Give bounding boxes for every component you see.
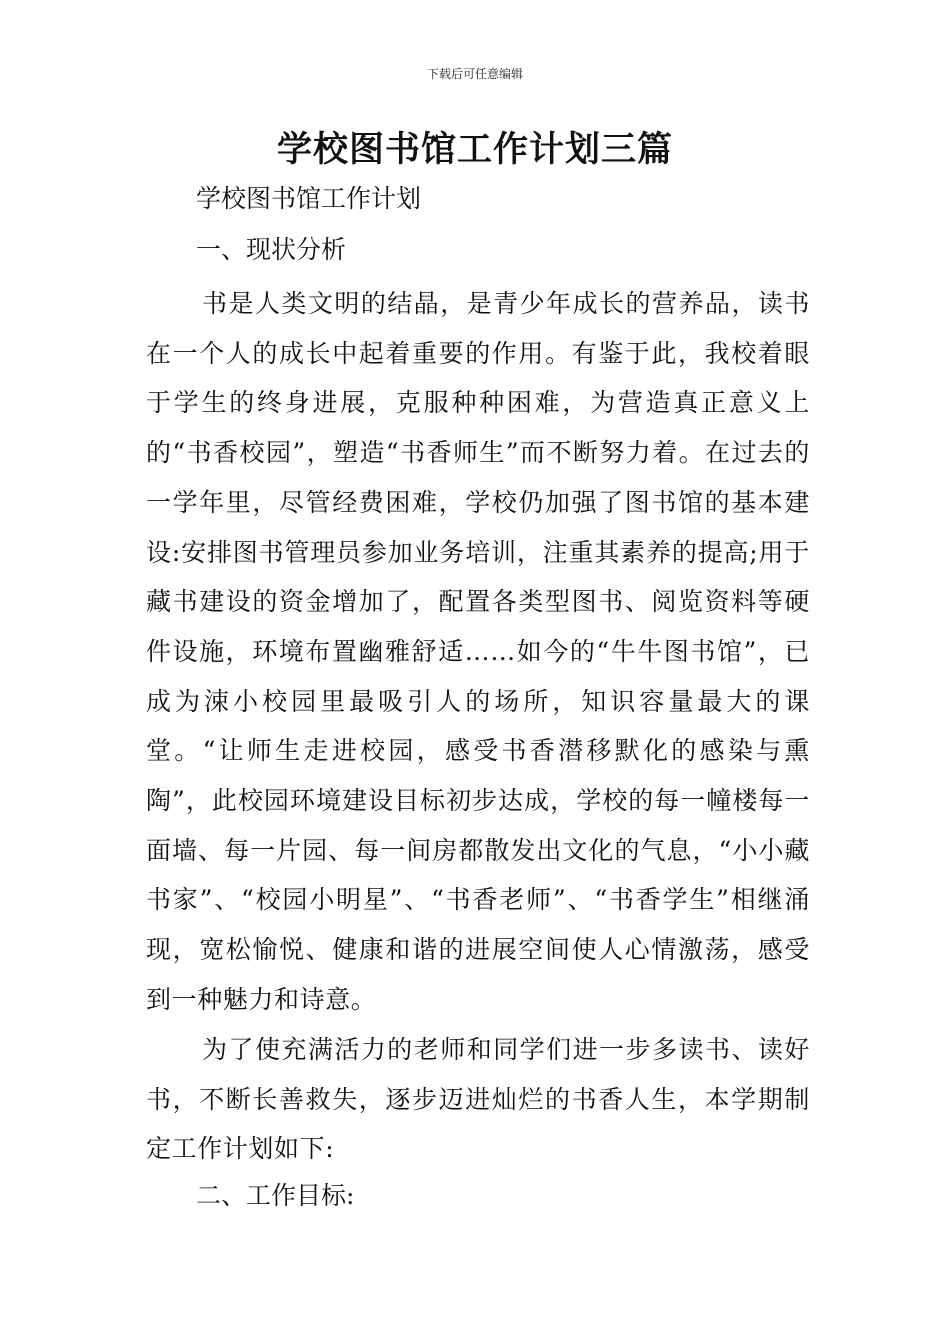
section-heading-work-goals: 二、工作目标: [196,1181,355,1210]
paragraph-status-analysis: 书是人类文明的结晶，是青少年成长的营养品，读书在一个人的成长中起着重要的作用。有鉴于此，我校着眼于学生的终身进展，克服种种困难，为营造真正意义上的“书香校园”，塑造“书香师生”而不断努力着。在过去的一学年里，尽管经费困难，学校仍加强了图书馆的基本建设:安排图书管理员参加业务培训，注重其素养的提高;用于藏书建设的资金增加了，配置各类型图书、阅览资料等硬件设施，环境布置幽雅舒适……如今的“牛牛图书馆”，已成为涑小校园里最吸引人的场所，知识容量最大的课堂。“让师生走进校园，感受书香潜移默化的感染与熏陶”，此校园环境建设目标初步达成，学校的每一幢楼每一面墙、每一片园、每一间房都散发出文化的气息，“小小藏书家”、“校园小明星”、“书香老师”、“书香学生”相继涌现，宽松愉悦、健康和谐的进展空间使人心情激荡，感受到一种魅力和诗意。 [146,289,810,1014]
paragraph-plan-intro: 为了使充满活力的老师和同学们进一步多读书、读好书，不断长善救失，逐步迈进灿烂的书香人生，本学期制定工作计划如下: [146,1035,810,1164]
section-heading-status-analysis: 一、现状分析 [196,235,347,264]
document-title: 学校图书馆工作计划三篇 [276,130,673,170]
header-note: 下载后可任意编辑 [426,67,523,81]
document-subtitle: 学校图书馆工作计划 [196,184,422,213]
